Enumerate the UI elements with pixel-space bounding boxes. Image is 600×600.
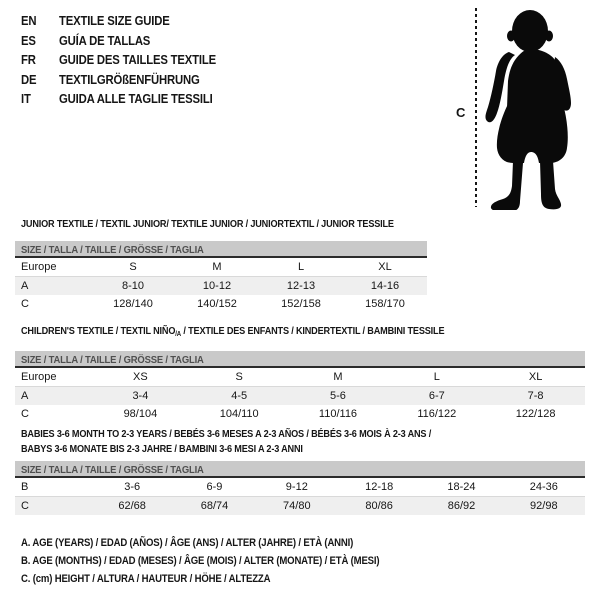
footnote-height-cm: C. (cm) HEIGHT / ALTURA / HAUTEUR / HÖHE / ALTEZZA: [21, 573, 271, 585]
size-header-bar: SIZE / TALLA / TAILLE / GRÖSSE / TAGLIA: [15, 241, 427, 258]
junior-textile-section: [15, 217, 427, 313]
height-dotted-line: [475, 8, 477, 207]
size-table-row: [15, 277, 427, 296]
size-cell: 122/128: [515, 408, 556, 420]
size-cell: L: [297, 261, 305, 273]
size-cell: S: [129, 261, 137, 273]
size-cell: 116/122: [417, 408, 457, 420]
size-table-row: [15, 368, 585, 387]
size-cell: M: [333, 371, 343, 383]
row-label: C: [21, 408, 29, 420]
size-table-row: [15, 405, 585, 423]
children-size-table: [15, 368, 585, 423]
junior-size-table: [15, 258, 427, 313]
size-header-bar: SIZE / TALLA / TAILLE / GRÖSSE / TAGLIA: [15, 461, 585, 478]
lang-code: ES: [21, 32, 36, 48]
language-header: [21, 11, 239, 109]
lang-code: DE: [21, 71, 37, 87]
size-cell: 86/92: [447, 500, 476, 512]
size-cell: 128/140: [113, 298, 153, 310]
size-cell: 158/170: [365, 298, 405, 310]
height-measure-label: C: [456, 105, 466, 120]
size-cell: 6-7: [428, 390, 445, 402]
size-cell: 8-10: [121, 280, 145, 292]
lang-label: GUIDA ALLE TAGLIE TESSILI: [59, 91, 213, 106]
size-cell: S: [235, 371, 243, 383]
size-cell: 14-16: [370, 280, 400, 292]
lang-code: FR: [21, 52, 36, 67]
size-cell: 24-36: [529, 481, 558, 493]
lang-label: TEXTILE SIZE GUIDE: [59, 13, 170, 28]
lang-label: GUÍA DE TALLAS: [59, 32, 151, 48]
row-label: C: [21, 298, 29, 310]
size-header-bar: SIZE / TALLA / TAILLE / GRÖSSE / TAGLIA: [15, 351, 585, 368]
size-cell: XS: [133, 371, 148, 383]
size-cell: 152/158: [281, 298, 321, 310]
size-cell: 68/74: [200, 500, 229, 512]
size-cell: 10-12: [202, 280, 232, 292]
row-label: Europe: [21, 261, 57, 273]
size-table-row: [15, 258, 427, 277]
row-label: B: [21, 481, 29, 493]
size-cell: L: [433, 371, 440, 383]
size-table-row: [15, 497, 585, 516]
lang-label: GUIDE DES TAILLES TEXTILE: [59, 52, 216, 67]
section-title: BABIES 3-6 MONTH TO 2-3 YEARS / BEBÉS 3-6 MESES A 2-3 AÑOS / BÉBÉS 3-6 MOIS À 2-3 ANS / BABYS 3-6 MONATE BIS 2-3 JAHRE / BAMBINI 3-6 MESI A 2-3 ANNI: [21, 428, 432, 455]
size-cell: 3-4: [132, 390, 149, 402]
row-label: Europe: [21, 371, 57, 383]
size-cell: 62/68: [118, 500, 146, 512]
babies-textile-section: [15, 427, 585, 515]
size-table-row: [15, 295, 427, 313]
size-cell: 12-13: [286, 280, 316, 292]
lang-label: TEXTILGRÖßENFÜHRUNG: [59, 71, 200, 87]
footnotes: [21, 534, 433, 588]
row-label: A: [21, 390, 29, 402]
size-cell: XL: [528, 371, 543, 383]
lang-code: EN: [21, 13, 37, 28]
size-cell: 7-8: [527, 390, 544, 402]
size-cell: 92/98: [530, 500, 558, 512]
toddler-silhouette-image: [482, 6, 574, 210]
section-title: CHILDREN'S TEXTILE / TEXTIL $NIÑO_{/A}$ / TEXTILE DES ENFANTS / KINDERTEXTIL / BAMBINI TESSILE: [21, 325, 445, 338]
section-title: JUNIOR TEXTILE / TEXTIL JUNIOR/ TEXTILE JUNIOR / JUNIORTEXTIL / JUNIOR TESSILE: [21, 218, 394, 230]
size-cell: 5-6: [330, 390, 346, 402]
subscript-text: /A: [175, 331, 182, 338]
size-cell: 12-18: [365, 481, 394, 493]
footnote-age-years: A. AGE (YEARS) / EDAD (AÑOS) / ÂGE (ANS) / ALTER (JAHRE) / ETÀ (ANNI): [21, 537, 354, 549]
size-cell: M: [212, 261, 222, 273]
size-cell: 110/116: [318, 408, 358, 420]
size-cell: 3-6: [124, 481, 141, 493]
size-cell: 9-12: [285, 481, 308, 493]
size-cell: 4-5: [231, 390, 248, 402]
size-table-row: [15, 478, 585, 497]
size-cell: 98/104: [123, 408, 158, 420]
footnote-age-months: B. AGE (MONTHS) / EDAD (MESES) / ÂGE (MOIS) / ALTER (MONATE) / ETÀ (MESI): [21, 555, 380, 567]
size-cell: 18-24: [447, 481, 476, 493]
size-cell: 74/80: [283, 500, 311, 512]
size-cell: 104/110: [219, 408, 259, 420]
size-table-row: [15, 387, 585, 406]
babies-size-table: [15, 478, 585, 515]
size-cell: 80/86: [365, 500, 393, 512]
size-cell: XL: [378, 261, 392, 273]
children-textile-section: [15, 324, 585, 423]
size-cell: 6-9: [206, 481, 223, 493]
size-cell: 140/152: [197, 298, 237, 310]
lang-code: IT: [21, 91, 31, 106]
row-label: A: [21, 280, 29, 292]
row-label: C: [21, 500, 29, 512]
